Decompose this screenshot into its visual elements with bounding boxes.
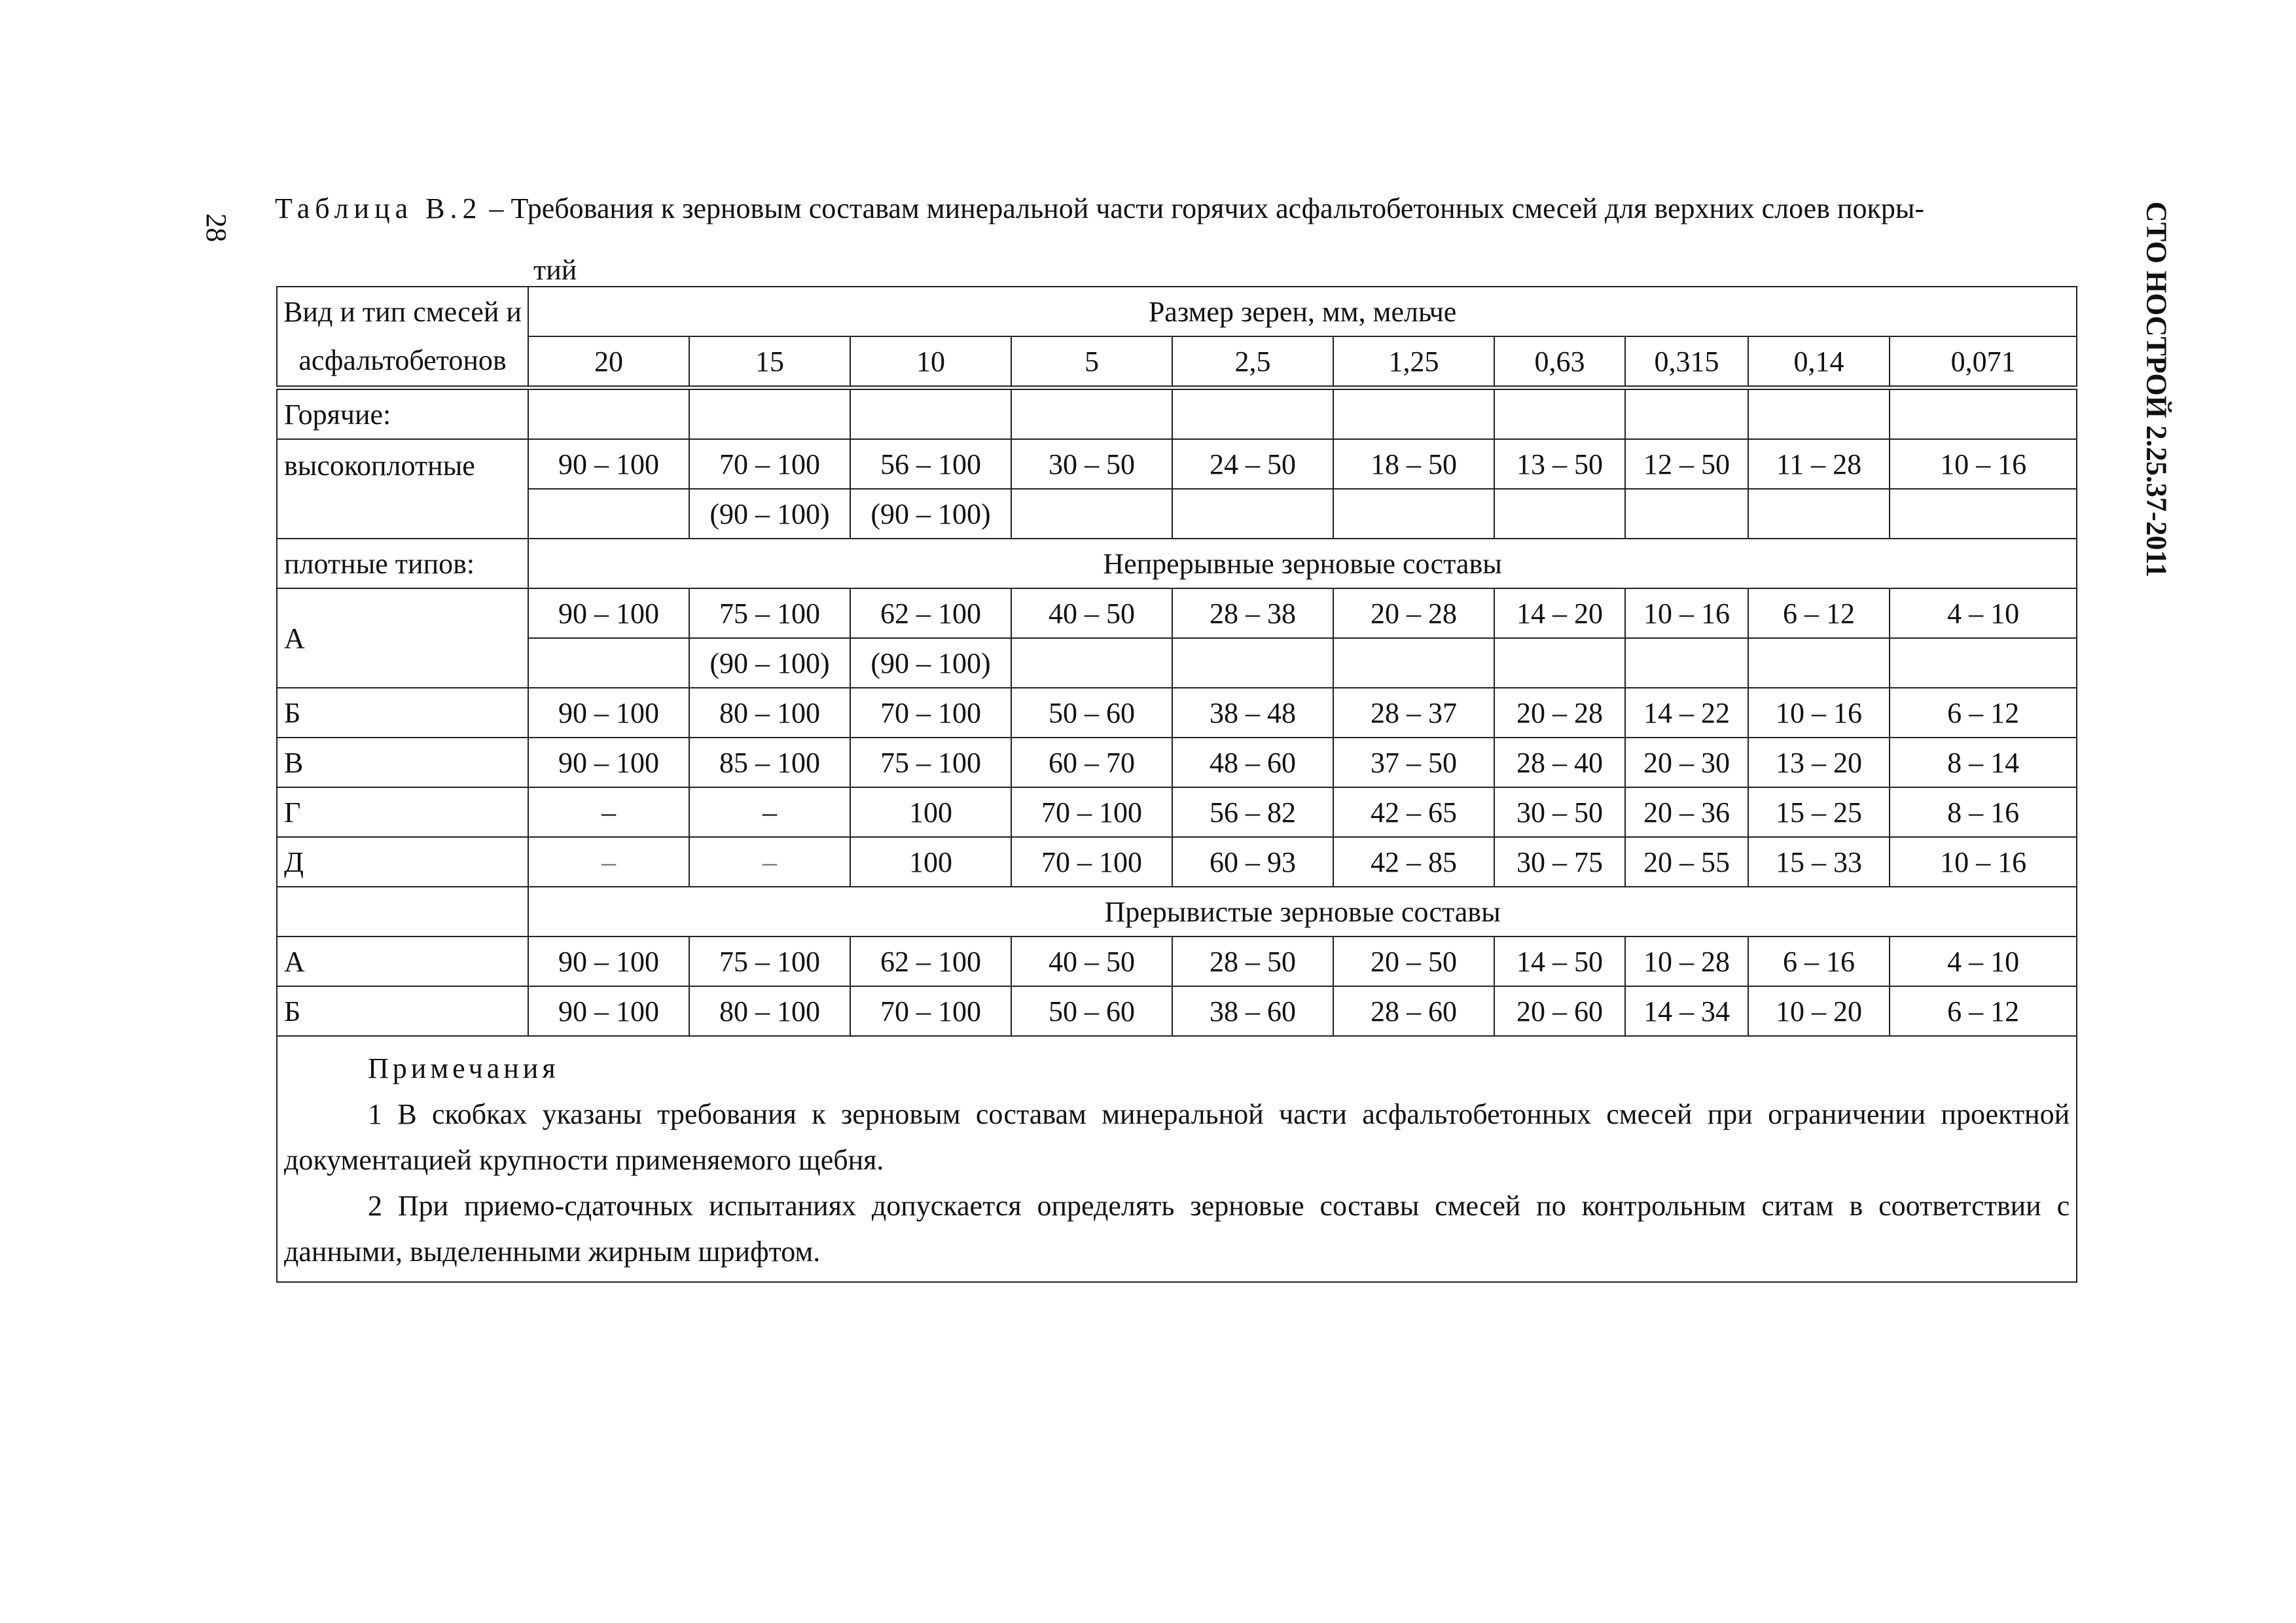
header-type-label: Вид и тип смесей и асфальтобетонов xyxy=(277,287,528,388)
table-cell: 10 – 16 xyxy=(1890,439,2077,489)
table-cell: 10 – 28 xyxy=(1625,936,1748,986)
table-cell xyxy=(689,388,850,440)
table-cell: 90 – 100 xyxy=(528,439,689,489)
table-cell xyxy=(528,489,689,539)
table-caption xyxy=(275,178,2068,301)
caption-title-line-2: тий xyxy=(533,254,577,286)
table-cell: 6 – 16 xyxy=(1748,936,1890,986)
row-high-density xyxy=(277,439,2077,489)
table-cell: 38 – 48 xyxy=(1172,688,1333,738)
document-code xyxy=(2140,187,2173,592)
table-cell xyxy=(1172,638,1333,688)
table-cell: 56 – 100 xyxy=(850,439,1011,489)
row-dense-section xyxy=(277,539,2077,588)
caption-prefix: Таблица В.2 xyxy=(275,192,482,224)
table-cell: 50 – 60 xyxy=(1011,986,1172,1036)
table-cell: – xyxy=(528,837,689,887)
table-cell: 28 – 40 xyxy=(1494,738,1625,787)
header-size: 10 xyxy=(850,336,1011,388)
caption-title-line-1: Требования к зерновым составам минеральной части горячих асфальтобетонных смесей для верхних слоев покры- xyxy=(511,192,1925,224)
table-cell: 38 – 60 xyxy=(1172,986,1333,1036)
table-cell xyxy=(1625,388,1748,440)
row-continuous-g xyxy=(277,787,2077,837)
table-cell xyxy=(1333,638,1494,688)
table-cell xyxy=(277,887,528,936)
row-continuous-b xyxy=(277,688,2077,738)
header-size: 1,25 xyxy=(1333,336,1494,388)
table-cell xyxy=(1172,388,1333,440)
table-cell: 14 – 20 xyxy=(1494,588,1625,638)
row-type-label: А xyxy=(277,936,528,986)
header-size: 2,5 xyxy=(1172,336,1333,388)
table-cell: 6 – 12 xyxy=(1890,986,2077,1036)
caption-line-1 xyxy=(275,178,2068,240)
table-cell: 75 – 100 xyxy=(850,738,1011,787)
header-size: 0,63 xyxy=(1494,336,1625,388)
table-cell: 62 – 100 xyxy=(850,588,1011,638)
table-cell: 70 – 100 xyxy=(1011,837,1172,887)
row-label: высокоплотные xyxy=(277,439,528,539)
table-cell: 90 – 100 xyxy=(528,986,689,1036)
header-size: 0,14 xyxy=(1748,336,1890,388)
header-size: 0,315 xyxy=(1625,336,1748,388)
table-cell: 100 xyxy=(850,837,1011,887)
table-cell: 28 – 60 xyxy=(1333,986,1494,1036)
table-cell: 28 – 37 xyxy=(1333,688,1494,738)
table-cell: 30 – 50 xyxy=(1494,787,1625,837)
table-cell: 20 – 36 xyxy=(1625,787,1748,837)
table-cell xyxy=(1748,638,1890,688)
table-cell: 20 – 28 xyxy=(1494,688,1625,738)
table-cell xyxy=(1494,638,1625,688)
note-item: 2 При приемо-сдаточных испытаниях допускается определять зерновые составы смесей по контрольным ситам в соответствии с данными, выделенными жирным шрифтом. xyxy=(284,1190,2070,1268)
header-row-group xyxy=(277,287,2077,336)
document-code-text: СТО НОСТРОЙ 2.25.37-2011 xyxy=(2140,201,2173,578)
table-cell: 6 – 12 xyxy=(1748,588,1890,638)
section-heading-discontinuous: Прерывистые зерновые составы xyxy=(528,887,2077,936)
table-cell xyxy=(1172,489,1333,539)
row-hot-label xyxy=(277,388,2077,440)
table-cell: 13 – 20 xyxy=(1748,738,1890,787)
header-size: 20 xyxy=(528,336,689,388)
table-cell: 70 – 100 xyxy=(850,986,1011,1036)
table-cell xyxy=(528,388,689,440)
table-cell: 20 – 55 xyxy=(1625,837,1748,887)
row-label: плотные типов: xyxy=(277,539,528,588)
table-cell: 100 xyxy=(850,787,1011,837)
table-cell: (90 – 100) xyxy=(850,638,1011,688)
row-notes xyxy=(277,1036,2077,1282)
row-type-label: А xyxy=(277,588,528,688)
table-cell xyxy=(1333,489,1494,539)
table-cell xyxy=(1625,489,1748,539)
table-cell: 75 – 100 xyxy=(689,588,850,638)
table-cell: 30 – 50 xyxy=(1011,439,1172,489)
table-cell xyxy=(528,638,689,688)
grain-composition-table xyxy=(276,286,2077,1283)
row-discontinuous-a xyxy=(277,936,2077,986)
table-cell: 56 – 82 xyxy=(1172,787,1333,837)
table-cell: 80 – 100 xyxy=(689,986,850,1036)
table-cell: 80 – 100 xyxy=(689,688,850,738)
header-grain-size-label: Размер зерен, мм, мельче xyxy=(528,287,2077,336)
table-cell: (90 – 100) xyxy=(689,489,850,539)
table-cell: 30 – 75 xyxy=(1494,837,1625,887)
table-cell: 90 – 100 xyxy=(528,936,689,986)
table-cell: 28 – 38 xyxy=(1172,588,1333,638)
table-cell xyxy=(1748,388,1890,440)
table-cell: 15 – 25 xyxy=(1748,787,1890,837)
table-cell: 10 – 20 xyxy=(1748,986,1890,1036)
row-high-density-alt xyxy=(277,489,2077,539)
row-continuous-a-alt xyxy=(277,638,2077,688)
header-size: 5 xyxy=(1011,336,1172,388)
table-cell xyxy=(1890,489,2077,539)
row-type-label: Б xyxy=(277,688,528,738)
table-cell: 4 – 10 xyxy=(1890,588,2077,638)
table-cell: 90 – 100 xyxy=(528,688,689,738)
table-cell xyxy=(1625,638,1748,688)
table-cell: 90 – 100 xyxy=(528,588,689,638)
table-cell: 90 – 100 xyxy=(528,738,689,787)
table-cell: 20 – 50 xyxy=(1333,936,1494,986)
table-cell: 14 – 50 xyxy=(1494,936,1625,986)
table-cell: (90 – 100) xyxy=(850,489,1011,539)
note-item: 1 В скобках указаны требования к зерновым составам минеральной части асфальтобетонных смесей при ограничении проектной документацией крупности применяемого щебня. xyxy=(284,1098,2070,1176)
table-cell: 75 – 100 xyxy=(689,936,850,986)
row-label: Горячие: xyxy=(277,388,528,440)
table-cell: 60 – 93 xyxy=(1172,837,1333,887)
table-cell: 50 – 60 xyxy=(1011,688,1172,738)
table-cell: 37 – 50 xyxy=(1333,738,1494,787)
table-cell: 40 – 50 xyxy=(1011,936,1172,986)
table-cell: 70 – 100 xyxy=(1011,787,1172,837)
table-cell xyxy=(1890,388,2077,440)
table-cell: 20 – 28 xyxy=(1333,588,1494,638)
table-cell: 11 – 28 xyxy=(1748,439,1890,489)
table-cell: 42 – 65 xyxy=(1333,787,1494,837)
row-type-label: Г xyxy=(277,787,528,837)
table-cell: – xyxy=(689,837,850,887)
table-cell: 8 – 16 xyxy=(1890,787,2077,837)
table-cell: 62 – 100 xyxy=(850,936,1011,986)
table-cell: – xyxy=(689,787,850,837)
table-cell xyxy=(1890,638,2077,688)
header-size: 15 xyxy=(689,336,850,388)
table-cell: 60 – 70 xyxy=(1011,738,1172,787)
table-cell: 13 – 50 xyxy=(1494,439,1625,489)
table-cell: 70 – 100 xyxy=(689,439,850,489)
table-cell: 40 – 50 xyxy=(1011,588,1172,638)
table-cell: 12 – 50 xyxy=(1625,439,1748,489)
table-cell: 48 – 60 xyxy=(1172,738,1333,787)
row-continuous-a xyxy=(277,588,2077,638)
header-row-sizes xyxy=(277,336,2077,388)
row-discontinuous-b xyxy=(277,986,2077,1036)
table-cell: 10 – 16 xyxy=(1890,837,2077,887)
table-cell: 14 – 34 xyxy=(1625,986,1748,1036)
table-cell: 20 – 60 xyxy=(1494,986,1625,1036)
row-type-label: Д xyxy=(277,837,528,887)
header-size: 0,071 xyxy=(1890,336,2077,388)
table-cell: 10 – 16 xyxy=(1625,588,1748,638)
table-body xyxy=(277,287,2077,1282)
section-heading-continuous: Непрерывные зерновые составы xyxy=(528,539,2077,588)
row-type-label: В xyxy=(277,738,528,787)
table-cell xyxy=(850,388,1011,440)
table-cell: 4 – 10 xyxy=(1890,936,2077,986)
table-cell xyxy=(1494,489,1625,539)
table-cell: – xyxy=(528,787,689,837)
table-cell: 28 – 50 xyxy=(1172,936,1333,986)
table-cell xyxy=(1011,489,1172,539)
table-cell: 42 – 85 xyxy=(1333,837,1494,887)
table-cell: 10 – 16 xyxy=(1748,688,1890,738)
table-cell: 24 – 50 xyxy=(1172,439,1333,489)
table-cell: 6 – 12 xyxy=(1890,688,2077,738)
table-cell: 14 – 22 xyxy=(1625,688,1748,738)
row-type-label: Б xyxy=(277,986,528,1036)
table-cell: 15 – 33 xyxy=(1748,837,1890,887)
table-cell xyxy=(1494,388,1625,440)
table-cell: 20 – 30 xyxy=(1625,738,1748,787)
table-cell: 18 – 50 xyxy=(1333,439,1494,489)
row-continuous-d xyxy=(277,837,2077,887)
page-number: 28 xyxy=(200,213,232,242)
row-discontinuous-section xyxy=(277,887,2077,936)
table-cell: 70 – 100 xyxy=(850,688,1011,738)
table-cell xyxy=(1333,388,1494,440)
table-cell xyxy=(1748,489,1890,539)
table-cell xyxy=(1011,388,1172,440)
notes-title: Примечания xyxy=(368,1052,560,1084)
caption-dash: – xyxy=(489,192,504,224)
notes-block xyxy=(277,1036,2077,1282)
row-continuous-v xyxy=(277,738,2077,787)
table-cell xyxy=(1011,638,1172,688)
table-cell: 85 – 100 xyxy=(689,738,850,787)
table-cell: (90 – 100) xyxy=(689,638,850,688)
table-cell: 8 – 14 xyxy=(1890,738,2077,787)
